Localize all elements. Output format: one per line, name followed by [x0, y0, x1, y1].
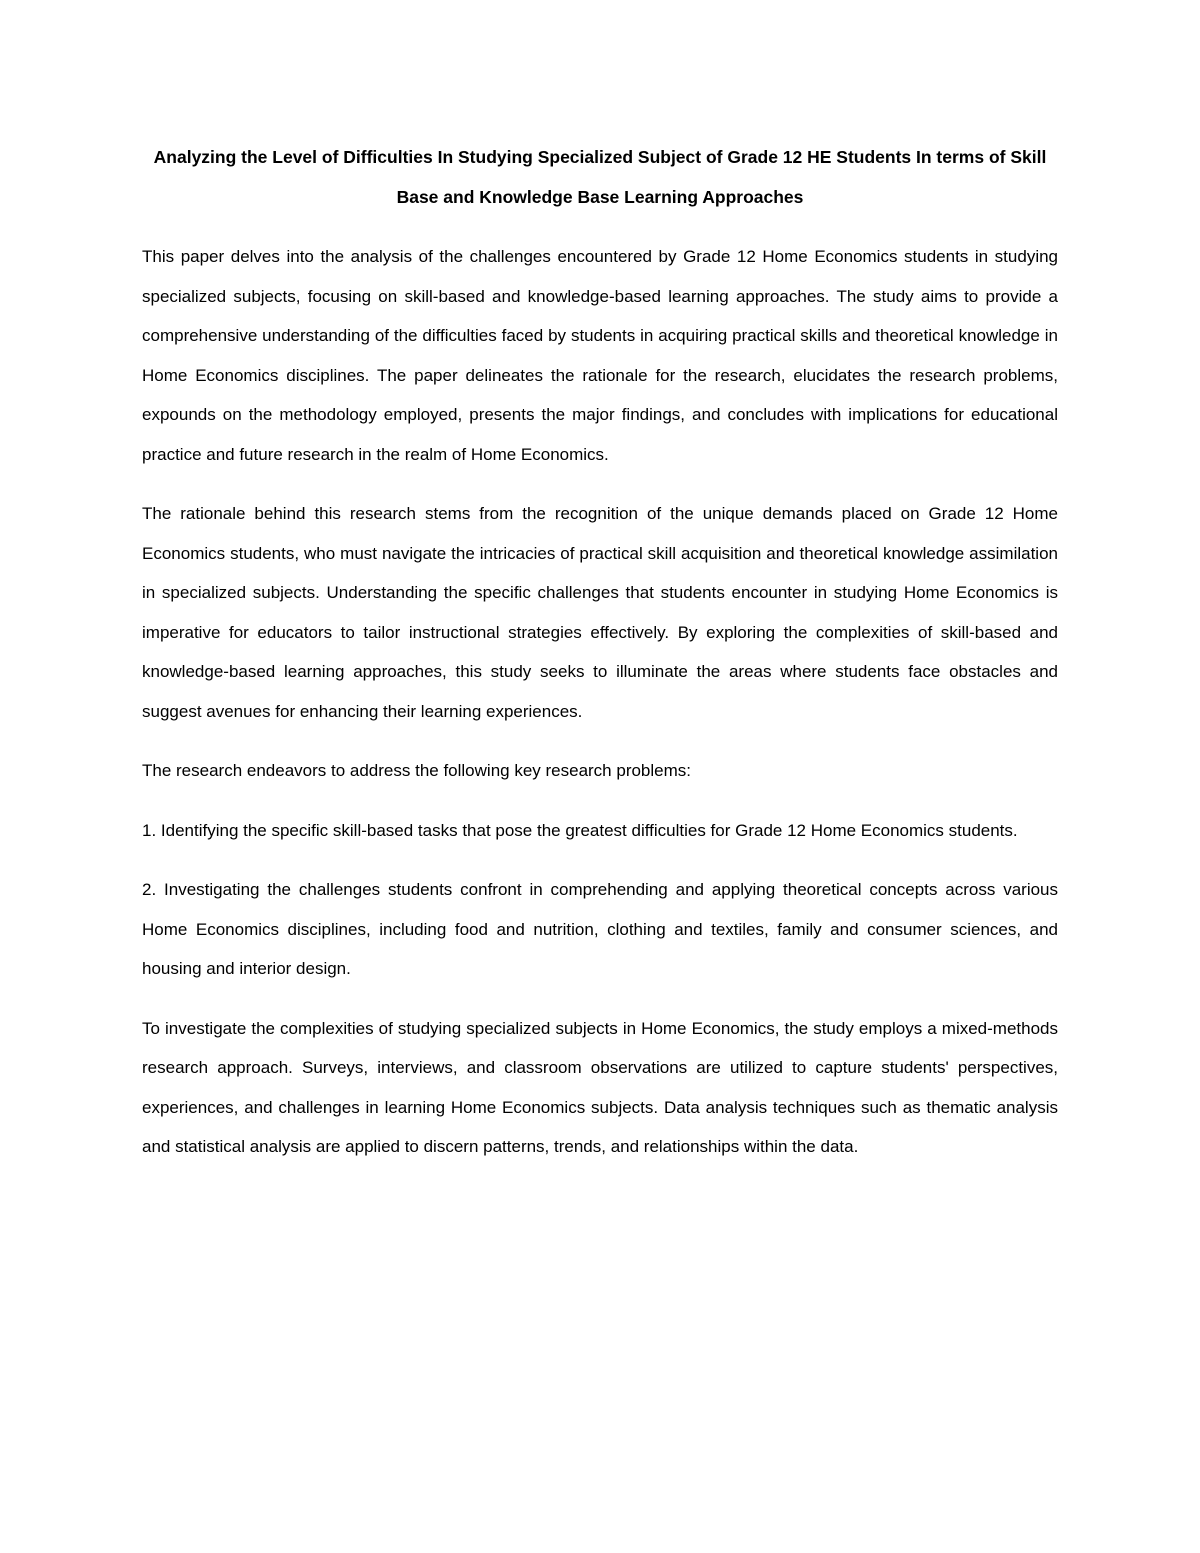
research-problems-intro: The research endeavors to address the following key research problems:: [142, 761, 692, 780]
rationale-paragraph: The rationale behind this research stems from the recognition of the unique demands placed on Grade 12 Home Economics students, who must navigate the intricacies of practical skill acquisition and theoretical knowledge assimilation in specialized subjects. Understanding the specific challenges that students encounter in studying Home Economics is imperative for educators to tailor instructional strategies effectively. By exploring the complexities of skill-based and knowledge-based learning approaches, this study seeks to illuminate the areas where students face obstacles and suggest avenues for enhancing their learning experiences.: [142, 504, 1058, 721]
methodology-paragraph: To investigate the complexities of studying specialized subjects in Home Economics, the study employs a mixed-methods research approach. Surveys, interviews, and classroom observations are utilized to capture students' perspectives, experiences, and challenges in learning Home Economics subjects. Data analysis techniques such as thematic analysis and statistical analysis are applied to discern patterns, trends, and relationships within the data.: [142, 1018, 1058, 1156]
document-body: [142, 138, 1058, 1187]
research-problem-2: 2. Investigating the challenges students confront in comprehending and applying theoretical concepts across various Home Economics disciplines, including food and nutrition, clothing and textiles, family and consumer sciences, and housing and interior design.: [142, 880, 1058, 978]
abstract-paragraph: This paper delves into the analysis of the challenges encountered by Grade 12 Home Economics students in studying specialized subjects, focusing on skill-based and knowledge-based learning approaches. The study aims to provide a comprehensive understanding of the difficulties faced by students in acquiring practical skills and theoretical knowledge in Home Economics disciplines. The paper delineates the rationale for the research, elucidates the research problems, expounds on the methodology employed, presents the major findings, and concludes with implications for educational practice and future research in the realm of Home Economics.: [142, 247, 1058, 464]
document-title: Analyzing the Level of Difficulties In Studying Specialized Subject of Grade 12 HE Students In terms of Skill Base and Knowledge Base Learning Approaches: [153, 147, 1047, 207]
research-problem-1: 1. Identifying the specific skill-based tasks that pose the greatest difficulties for Grade 12 Home Economics students.: [142, 820, 1018, 840]
